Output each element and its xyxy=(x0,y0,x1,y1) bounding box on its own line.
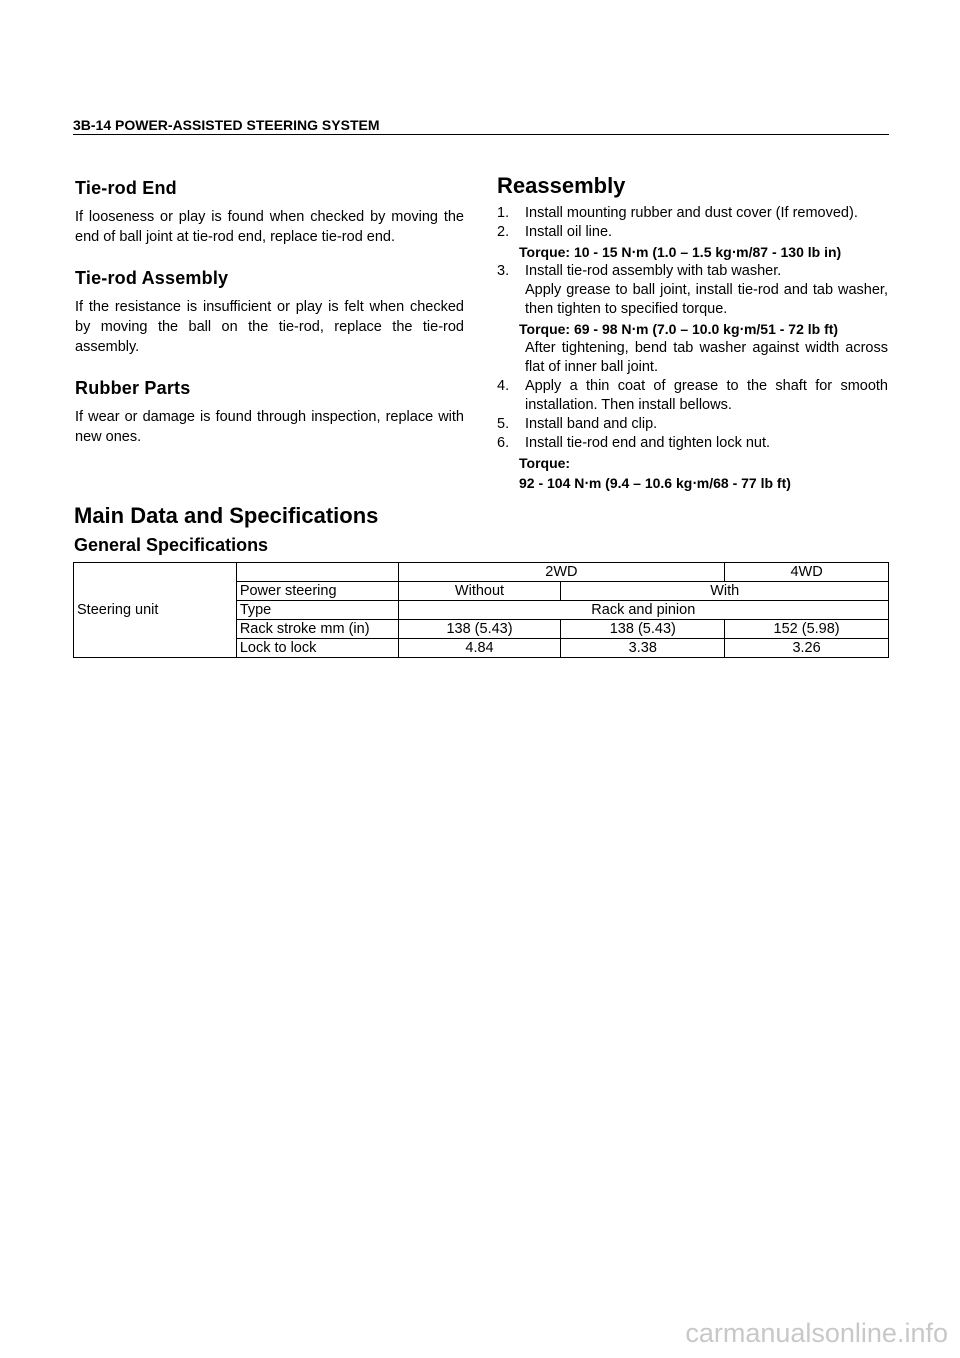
row-label-cell: Rack stroke mm (in) xyxy=(236,620,398,639)
step-text: Install tie-rod assembly with tab washer. xyxy=(525,263,782,279)
table-cell xyxy=(236,563,398,582)
table-header-cell: 4WD xyxy=(725,563,889,582)
row-label-cell: Power steering xyxy=(236,582,398,601)
specifications-table xyxy=(73,562,889,658)
torque-spec: Torque: 69 - 98 N‧m (7.0 – 10.0 kg‧m/51 - 72 lb ft) xyxy=(519,321,839,337)
step-item xyxy=(497,434,888,453)
section-text: If looseness or play is found when checked by moving the end of ball joint at tie-rod end, replace tie-rod end. xyxy=(75,209,464,245)
step-item xyxy=(497,377,888,415)
table-cell: Rack and pinion xyxy=(398,601,888,620)
torque-spec: Torque: xyxy=(519,455,571,471)
step-item xyxy=(497,223,888,242)
reassembly-title: Reassembly xyxy=(497,173,626,198)
main-data-title: Main Data and Specifications xyxy=(74,503,379,528)
step-number: 6. xyxy=(497,435,510,451)
step-item xyxy=(497,415,888,434)
step-note: After tightening, bend tab washer against width across flat of inner ball joint. xyxy=(525,340,888,375)
table-cell: 3.38 xyxy=(561,639,725,658)
step-number: 1. xyxy=(497,205,510,221)
table-cell: Without xyxy=(398,582,561,601)
torque-spec: Torque: 10 - 15 N‧m (1.0 – 1.5 kg‧m/87 - 130 lb in) xyxy=(519,244,842,260)
torque-spec: 92 - 104 N‧m (9.4 – 10.6 kg‧m/68 - 77 lb ft) xyxy=(519,475,791,491)
table-row xyxy=(74,563,889,582)
step-number: 2. xyxy=(497,224,510,240)
section-text: If wear or damage is found through inspection, replace with new ones. xyxy=(75,409,464,445)
table-cell: With xyxy=(561,582,889,601)
step-text: Install oil line. xyxy=(525,224,613,240)
step-text: Install band and clip. xyxy=(525,416,658,432)
section-heading: Tie-rod Assembly xyxy=(75,268,229,288)
left-column xyxy=(75,178,464,447)
general-specs-title: General Specifications xyxy=(74,535,269,555)
step-text: Install tie-rod end and tighten lock nut. xyxy=(525,435,771,451)
step-text: Install mounting rubber and dust cover (If removed). xyxy=(525,205,858,221)
row-label-cell: Type xyxy=(236,601,398,620)
step-number: 4. xyxy=(497,378,510,394)
table-cell: 138 (5.43) xyxy=(398,620,561,639)
section-text: If the resistance is insufficient or play is felt when checked by moving the ball on the tie-rod, replace the tie-rod assembly. xyxy=(75,299,464,355)
step-note: Apply grease to ball joint, install tie-rod and tab washer, then tighten to specified torque. xyxy=(525,282,888,317)
step-item xyxy=(497,262,888,319)
group-label-cell: Steering unit xyxy=(74,563,237,658)
step-number: 3. xyxy=(497,263,510,279)
table-cell: 152 (5.98) xyxy=(725,620,889,639)
page-header: 3B-14 POWER-ASSISTED STEERING SYSTEM xyxy=(73,117,889,135)
right-column xyxy=(497,173,888,493)
step-item xyxy=(497,339,888,377)
table-cell: 3.26 xyxy=(725,639,889,658)
table-cell: 138 (5.43) xyxy=(561,620,725,639)
table-header-cell: 2WD xyxy=(398,563,725,582)
step-number: 5. xyxy=(497,416,510,432)
table-cell: 4.84 xyxy=(398,639,561,658)
step-item xyxy=(497,204,888,223)
watermark: carmanualsonline.info xyxy=(685,1318,948,1348)
row-label-cell: Lock to lock xyxy=(236,639,398,658)
step-text: Apply a thin coat of grease to the shaft for smooth installation. Then install bellows. xyxy=(525,378,888,413)
section-heading: Rubber Parts xyxy=(75,378,191,398)
reassembly-steps xyxy=(497,204,888,493)
section-heading: Tie-rod End xyxy=(75,178,177,198)
